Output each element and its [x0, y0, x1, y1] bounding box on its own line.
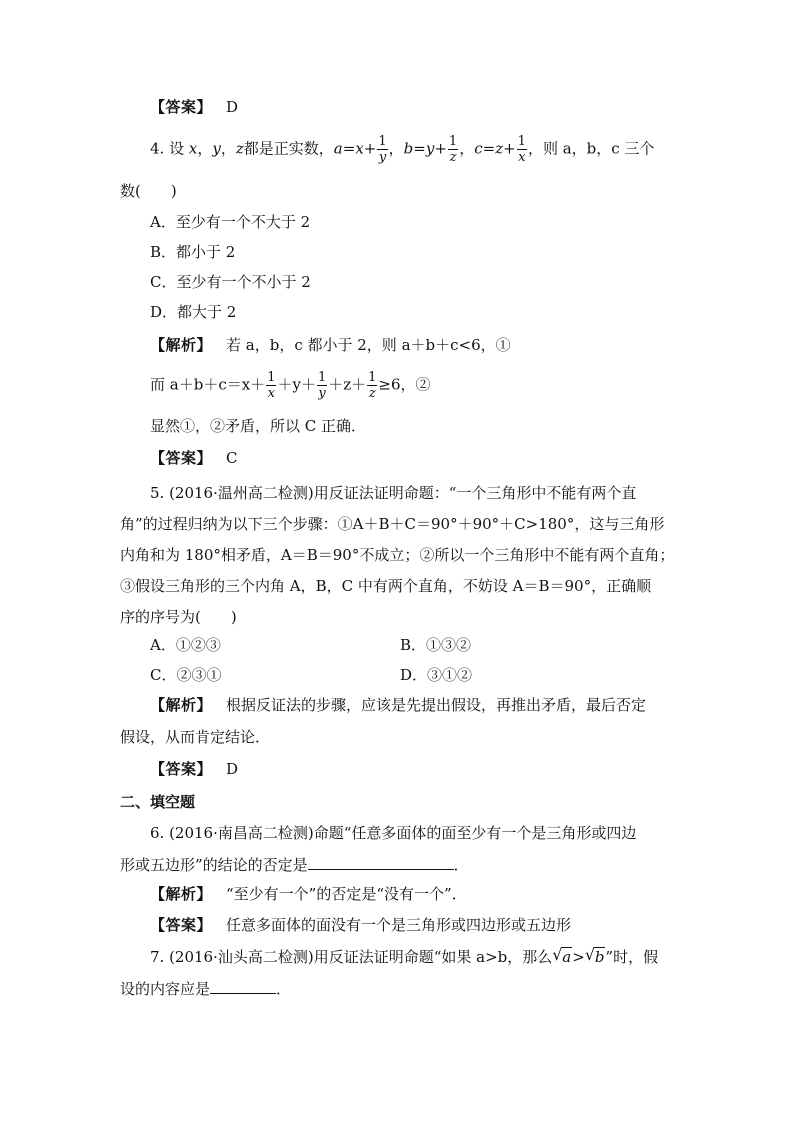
answer-label: 【答案】 — [150, 449, 213, 467]
frac-num: 1 — [378, 134, 387, 149]
q4-option-c: C．至少有一个不小于 2 — [150, 273, 311, 291]
q6-answer-line — [150, 914, 571, 936]
plus: + — [434, 139, 447, 158]
sep: ， — [388, 139, 404, 158]
var-y: y — [425, 139, 435, 158]
section-heading-fill-in: 二、填空题 — [120, 793, 196, 811]
gt-sign: > — [572, 948, 585, 966]
q6-answer: 任意多面体的面没有一个是三角形或四边形或五边形 — [226, 916, 572, 934]
q3-answer-line — [150, 96, 238, 118]
frac-den: y — [378, 150, 387, 165]
q4-option-b: B．都小于 2 — [150, 243, 236, 261]
eq-sign: = — [482, 139, 496, 158]
q7-line2 — [120, 978, 291, 1000]
q4-analysis-line3: 显然①，②矛盾，所以 C 正确． — [150, 417, 367, 435]
eq-b: b — [403, 139, 414, 158]
var-y: y — [212, 139, 221, 158]
var-x: x — [355, 139, 364, 158]
q4-stem-line2: 数( ) — [120, 182, 177, 200]
frac-den: z — [368, 386, 376, 401]
q4-option-a: A．至少有一个不大于 2 — [150, 213, 311, 231]
q5-line4: ③假设三角形的三个内角 A，B，C 中有两个直角，不妨设 A＝B＝90°，正确顺 — [120, 577, 652, 595]
q4-stem-mid: 都是正实数， — [243, 139, 334, 158]
q4-analysis-part-c: ＋z＋ — [328, 375, 367, 394]
sqrt-arg: b — [594, 948, 605, 966]
q4-analysis-line2 — [150, 370, 431, 401]
q4-answer-line — [150, 447, 238, 469]
q5-line2: 角”的过程归纳为以下三个步骤：①A＋B＋C＝90°＋90°＋C>180°，这与三角形 — [120, 515, 665, 533]
q5-analysis-line2: 假设，从而肯定结论． — [120, 728, 271, 746]
sep: ， — [197, 139, 213, 158]
q6-answer-blank — [308, 854, 454, 870]
q6-line1: 6. (2016·南昌高二检测)命题“任意多面体的面至少有一个是三角形或四边 — [150, 824, 637, 842]
fraction-1-over-x — [266, 370, 276, 401]
frac-den: x — [267, 386, 275, 401]
var-x: x — [188, 139, 198, 158]
q4-stem-tail: ，则 a，b，c 三个 — [527, 139, 655, 158]
radical-icon: √ — [552, 945, 563, 964]
q5-answer-line — [150, 758, 238, 780]
frac-num: 1 — [368, 370, 377, 385]
sep: ， — [220, 139, 236, 158]
fraction-1-over-z — [448, 134, 458, 165]
q7-line2-text: 设的内容应是 — [120, 980, 211, 998]
radical-icon: √ — [584, 945, 596, 964]
q4-analysis-text1: 若 a，b，c 都小于 2，则 a＋b＋c<6，① — [226, 336, 511, 354]
frac-num: 1 — [448, 134, 458, 149]
analysis-label: 【解析】 — [150, 336, 213, 354]
frac-den: y — [318, 386, 326, 401]
var-z: z — [495, 139, 504, 158]
q5-analysis-text1: 根据反证法的步骤，应该是先提出假设，再推出矛盾，最后否定 — [226, 696, 647, 714]
analysis-label: 【解析】 — [150, 885, 213, 903]
fraction-1-over-x — [517, 134, 527, 165]
q7-line2-end: ． — [276, 980, 292, 998]
q4-analysis-line1 — [150, 334, 511, 356]
q4-analysis-part-d: ≥6，② — [378, 375, 431, 394]
q5-option-d: D．③①② — [400, 666, 473, 684]
q7-answer-blank — [210, 978, 276, 994]
q4-analysis-part-a: 而 a＋b＋c＝x＋ — [150, 375, 266, 394]
q4-stem-prefix: 4. 设 — [150, 139, 185, 158]
q7-line1-text: 7. (2016·汕头高二检测)用反证法证明命题“如果 a>b，那么 — [150, 948, 553, 966]
q5-option-c: C．②③① — [150, 666, 222, 684]
answer-label: 【答案】 — [150, 760, 213, 778]
answer-label: 【答案】 — [150, 916, 213, 934]
frac-num: 1 — [517, 134, 526, 149]
fraction-1-over-y — [317, 370, 327, 401]
q7-line1-tail: ”时，假 — [605, 948, 659, 966]
fraction-1-over-z — [367, 370, 377, 401]
plus: + — [363, 139, 377, 158]
sqrt-a — [552, 946, 572, 968]
answer-label: 【答案】 — [150, 98, 213, 116]
sqrt-b — [585, 946, 606, 968]
q5-line3: 内角和为 180°相矛盾，A＝B＝90°不成立；②所以一个三角形中不能有两个直角； — [120, 546, 675, 564]
fraction-1-over-y — [377, 134, 387, 165]
plus: + — [503, 139, 516, 158]
q4-answer: C — [226, 449, 238, 467]
sqrt-arg: a — [562, 948, 572, 966]
analysis-label: 【解析】 — [150, 696, 213, 714]
eq-a: a — [333, 139, 343, 158]
sep: ， — [459, 139, 475, 158]
q6-line2-text: 形或五边形”的结论的否定是 — [120, 856, 308, 874]
frac-num: 1 — [267, 370, 276, 385]
q3-answer: D — [226, 98, 239, 116]
var-z: z — [235, 139, 244, 158]
q7-line1 — [150, 946, 658, 968]
frac-num: 1 — [317, 370, 327, 385]
q5-option-a: A．①②③ — [150, 636, 221, 654]
q6-analysis-text: “至少有一个”的否定是“没有一个”． — [226, 885, 467, 903]
q6-line2-end: ． — [453, 856, 469, 874]
q6-line2 — [120, 854, 469, 876]
eq-sign: = — [413, 139, 426, 158]
q4-option-d: D．都大于 2 — [150, 303, 237, 321]
q5-answer: D — [226, 760, 239, 778]
q6-analysis-line — [150, 883, 467, 905]
q5-option-b: B．①③② — [400, 636, 472, 654]
q5-line1: 5. (2016·温州高二检测)用反证法证明命题：“一个三角形中不能有两个直 — [150, 484, 637, 502]
frac-den: x — [518, 150, 526, 165]
q4-analysis-part-b: ＋y＋ — [277, 375, 316, 394]
eq-c: c — [474, 139, 483, 158]
q4-stem-line1 — [150, 134, 654, 165]
frac-den: z — [449, 150, 457, 165]
eq-sign: = — [342, 139, 356, 158]
q5-line5: 序的序号为( ) — [120, 608, 237, 626]
q5-analysis-line1 — [150, 694, 646, 716]
